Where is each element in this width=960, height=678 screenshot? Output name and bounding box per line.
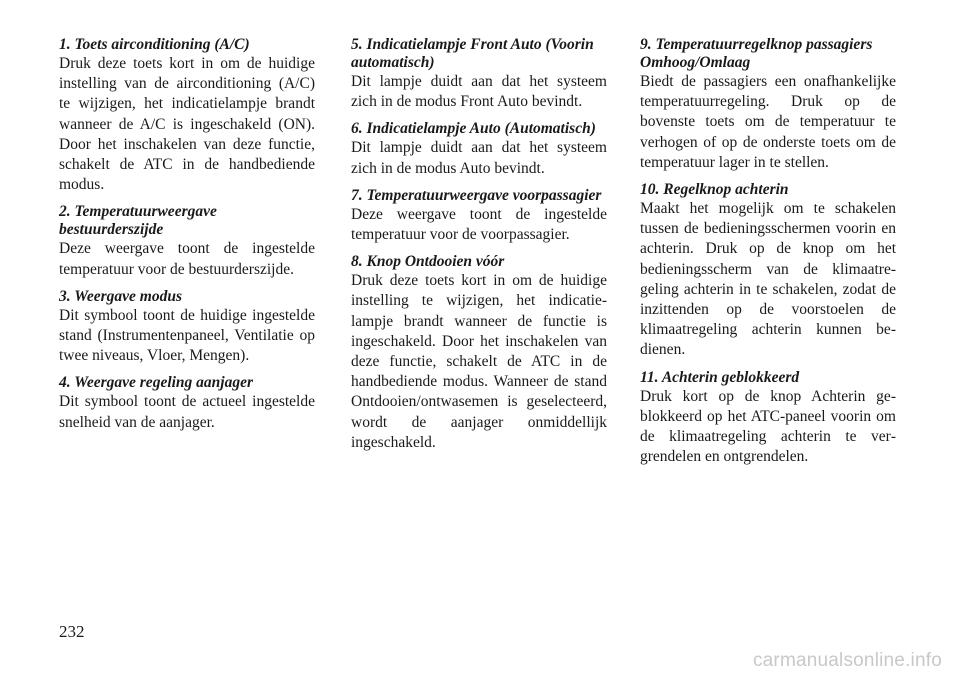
- section-body: Dit symbool toont de actueel ingestelde snelheid van de aanjager.: [59, 393, 315, 431]
- section-body: Deze weergave toont de ingestelde temperatuur voor de bestuurderszijde.: [59, 240, 315, 278]
- section-ac-button: [59, 36, 315, 195]
- section-heading: 7. Temperatuurweergave voorpassagier: [351, 186, 602, 204]
- section-body: Dit lampje duidt aan dat het systeem zich in de modus Auto bevindt.: [351, 139, 607, 177]
- section-rear-control-knob: [640, 181, 896, 361]
- column-2: [351, 36, 607, 461]
- section-auto-lamp: [351, 120, 607, 178]
- section-passenger-temp-knob: [640, 36, 896, 173]
- section-body: Druk deze toets kort in om de huidige instelling van de airconditioning (A/C) te wijzigen, het indicatielampje brandt wanneer de A/C is ingeschakeld (ON). Door het inschakelen van deze functie, schakelt de ATC in de handbediende modus.: [59, 55, 315, 194]
- column-1: [59, 36, 315, 441]
- watermark: carmanualsonline.info: [752, 650, 942, 671]
- section-heading: 4. Weergave regeling aanjager: [59, 374, 254, 392]
- section-passenger-temp-display: [351, 187, 607, 245]
- section-body: Biedt de passagiers een onafhankelijke temperatuurregeling. Druk op de bovenste toets om de temperatuur te verhogen of op de onderste toets om de temperatuur lager in te stellen.: [640, 73, 896, 171]
- section-body: Dit symbool toont de huidige ingestelde stand (Instrumentenpaneel, Ventilatie op twee niveaus, Vloer, Mengen).: [59, 306, 315, 365]
- section-body: Dit lampje duidt aan dat het systeem zich in de modus Front Auto bevindt.: [351, 73, 607, 111]
- section-body: Deze weergave toont de ingestelde temperatuur voor de voorpassagier.: [351, 205, 607, 244]
- section-body: Druk deze toets kort in om de huidige instelling te wijzigen, het indicatielampje brandt wanneer de functie is ingeschakeld. Door het inschakelen van deze functie, schakelt de ATC in de handbediende modus. Wanneer de stand Ontdooien/ontwasemen is geselecteerd, wordt de aanjager onmiddellijk ingeschakeld.: [351, 272, 607, 451]
- section-heading: 10. Regelknop achterin: [640, 181, 789, 199]
- section-heading: 6. Indicatielampje Auto (Automatisch): [351, 120, 596, 138]
- page-number: 232: [59, 622, 85, 641]
- section-front-auto-lamp: [351, 36, 607, 112]
- section-heading: 3. Weergave modus: [59, 287, 182, 305]
- section-front-defrost-button: [351, 253, 607, 453]
- section-heading: 8. Knop Ontdooien vóór: [351, 253, 505, 271]
- section-driver-temp-display: [59, 203, 315, 279]
- section-heading: 5. Indicatielampje Front Auto (Voorin automatisch): [351, 36, 594, 71]
- section-body: Druk kort op de knop Achterin geblokkeerd op het ATC-paneel voorin om de klimaatregeling achterin te vergrendelen en ontgrendelen.: [640, 387, 896, 466]
- section-heading: 2. Temperatuurweergave bestuurderszijde: [59, 203, 217, 239]
- section-blower-display: [59, 374, 315, 432]
- section-rear-locked: [640, 369, 896, 468]
- section-heading: 11. Achterin geblokkeerd: [640, 368, 800, 386]
- section-heading: 9. Temperatuurregelknop passagiers Omhoog/Omlaag: [640, 36, 873, 71]
- section-mode-display: [59, 288, 315, 367]
- column-3: [640, 36, 896, 475]
- section-body: Maakt het mogelijk om te schakelen tussen de bedieningsschermen voorin en achterin. Druk op de knop om het bedieningsscherm van de klimaatregeling achterin in te schakelen, zodat de inzittenden op de voorstoelen de klimaatregeling achterin kunnen bedienen.: [640, 200, 896, 359]
- section-heading: 1. Toets airconditioning (A/C): [59, 36, 250, 53]
